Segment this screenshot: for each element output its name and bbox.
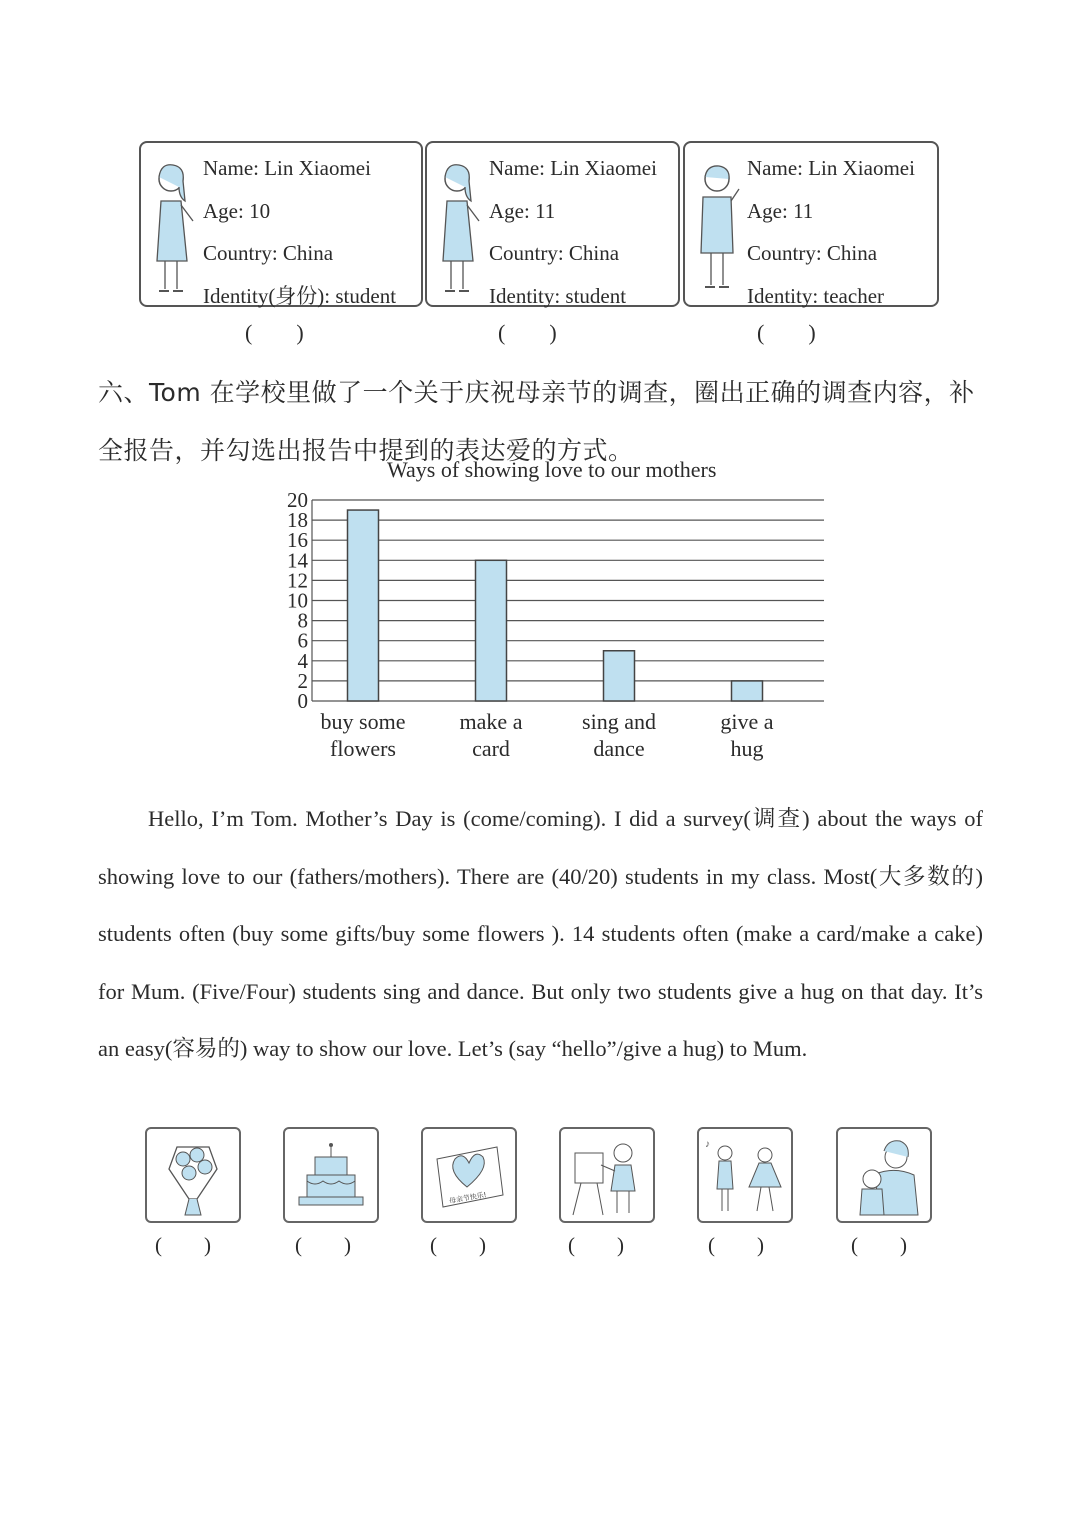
- bar-chart: [270, 480, 830, 770]
- girl-painting-icon: [561, 1129, 653, 1221]
- bar: [732, 681, 763, 701]
- y-tick-label: 18: [287, 508, 308, 533]
- answer-blank-pic-3[interactable]: ( ): [430, 1233, 486, 1257]
- y-tick-label: 6: [297, 628, 308, 653]
- card-country: Country: China: [203, 241, 334, 265]
- profile-card-3: [683, 141, 939, 307]
- answer-blank-card-2[interactable]: ( ): [498, 320, 557, 345]
- x-tick-label: give a: [720, 709, 774, 734]
- answer-blank-pic-2[interactable]: ( ): [295, 1233, 351, 1257]
- girl-student-icon: [149, 161, 199, 301]
- x-tick-label: flowers: [330, 736, 396, 761]
- profile-card-1: [139, 141, 423, 307]
- picture-sing-dance: [697, 1127, 793, 1223]
- x-tick-label: dance: [593, 736, 645, 761]
- bar: [348, 510, 379, 701]
- report-paragraph: [98, 790, 983, 1078]
- chart-title: Ways of showing love to our mothers: [387, 457, 717, 482]
- picture-painting: [559, 1127, 655, 1223]
- x-tick-label: make a: [459, 709, 523, 734]
- card-identity: Identity: teacher: [747, 283, 885, 308]
- picture-card: [421, 1127, 517, 1223]
- answer-blank-pic-5[interactable]: ( ): [708, 1233, 764, 1257]
- y-tick-label: 10: [287, 588, 308, 613]
- card-name: Name: Lin Xiaomei: [489, 156, 657, 180]
- answer-blank-card-3[interactable]: ( ): [757, 320, 816, 345]
- card-country: Country: China: [489, 241, 620, 265]
- woman-teacher-icon: [693, 161, 743, 301]
- x-tick-label: buy some: [320, 709, 406, 734]
- x-tick-label: card: [472, 736, 510, 761]
- bar: [476, 560, 507, 701]
- sing-and-dance-icon: [699, 1129, 791, 1221]
- answer-blank-pic-1[interactable]: ( ): [155, 1233, 211, 1257]
- card-age: Age: 11: [489, 198, 556, 223]
- hug-icon: [838, 1129, 930, 1221]
- card-icon: [423, 1129, 515, 1221]
- y-tick-label: 14: [287, 548, 308, 573]
- y-tick-label: 0: [297, 689, 308, 713]
- y-tick-label: 12: [287, 568, 308, 593]
- y-tick-label: 20: [287, 488, 308, 512]
- x-tick-label: hug: [730, 736, 764, 761]
- picture-cake: [283, 1127, 379, 1223]
- picture-hug: [836, 1127, 932, 1223]
- card-identity: Identity(身份): student: [203, 283, 397, 308]
- y-tick-label: 2: [297, 668, 308, 693]
- card-age: Age: 10: [203, 198, 271, 223]
- answer-blank-pic-6[interactable]: ( ): [851, 1233, 907, 1257]
- svg-text:♪: ♪: [705, 1139, 710, 1150]
- card-greeting-text: 母亲节快乐!: [448, 1190, 488, 1206]
- card-age: Age: 11: [747, 198, 814, 223]
- card-identity: Identity: student: [489, 283, 627, 308]
- cake-icon: [285, 1129, 377, 1221]
- bar: [604, 651, 635, 701]
- report-text: Hello, I’m Tom. Mother’s Day is (come/coming). I did a survey(调查) about the ways of showing love to our (fathers/mothers). There are (40/20) students in my class. Most(大多数的) students often (buy some gifts/buy some flowers ). 14 students often (make a card/make a cake) for Mum. (Five/Four) students sing and dance. But only two students give a hug on that day. It’s an easy(容易的) way to show our love. Let’s (say “hello”/give a hug) to Mum.: [98, 806, 983, 1061]
- card-country: Country: China: [747, 241, 878, 265]
- card-name: Name: Lin Xiaomei: [203, 156, 371, 180]
- section-6-heading: 六、Tom 在学校里做了一个关于庆祝母亲节的调查，圈出正确的调查内容，补全报告，并勾选出报告中提到的表达爱的方式。: [98, 378, 975, 465]
- profile-card-2: [425, 141, 680, 307]
- picture-flowers: [145, 1127, 241, 1223]
- flowers-bouquet-icon: [147, 1129, 239, 1221]
- answer-blank-card-1[interactable]: ( ): [245, 320, 304, 345]
- answer-blank-pic-4[interactable]: ( ): [568, 1233, 624, 1257]
- y-tick-label: 16: [287, 528, 308, 553]
- y-tick-label: 8: [297, 608, 308, 633]
- girl-student-icon: [435, 161, 485, 301]
- x-tick-label: sing and: [582, 709, 656, 734]
- y-tick-label: 4: [297, 648, 308, 673]
- card-name: Name: Lin Xiaomei: [747, 156, 915, 180]
